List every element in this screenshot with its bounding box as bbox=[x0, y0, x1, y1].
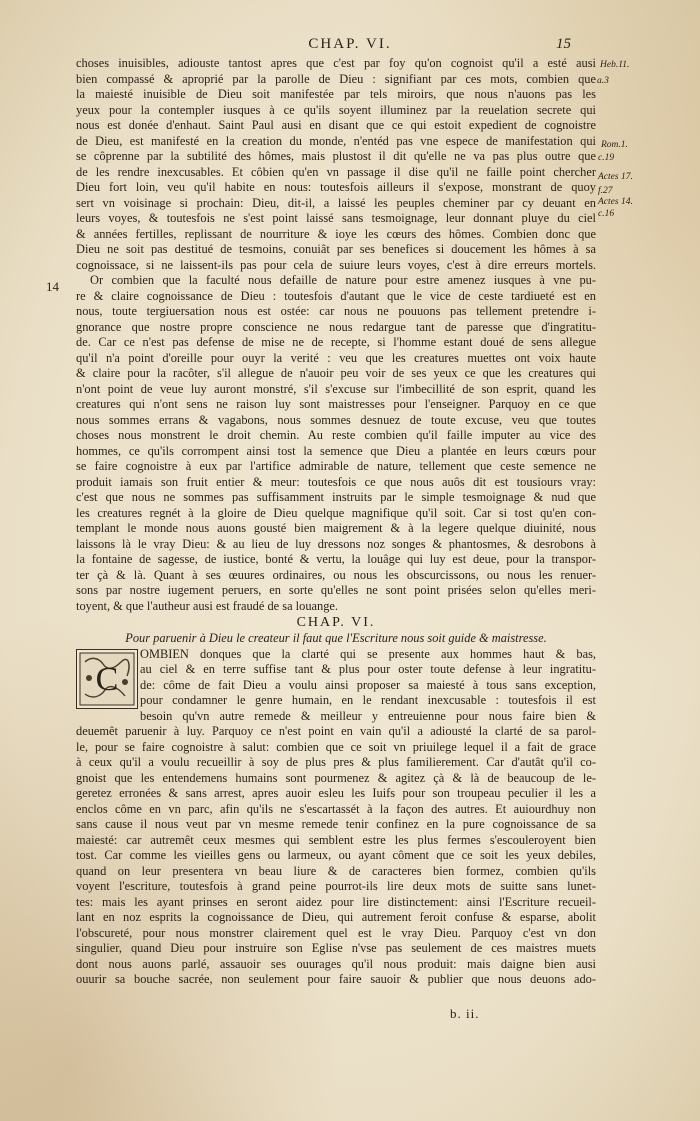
text-line: leurs voyes, & toutesfois ne s'est point laissé sans tesmoignage, leur donnant pluye du ciel bbox=[76, 211, 596, 225]
text-line: de. Car ce n'est pas defense de mise ne de recepte, si l'homme estant doué de sens allegue bbox=[76, 335, 596, 349]
text-line: se côprenne par la subtilité des hômes, mais plustost il dit qu'elle ne va pas plus outre que bbox=[76, 149, 596, 163]
text-line: voyent l'escriture, toutesfois à grand peine pourrot-ils lire deux mots de suitte sans lunet- bbox=[76, 879, 596, 893]
text-line: pour condamner le genre humain, en le rendant inexcusable : toutesfois il est bbox=[140, 693, 596, 707]
text-line: hommes, ce qu'ils corrompent ainsi tost la semence que Dieu a plantée en leurs cœurs pour bbox=[76, 443, 596, 458]
signature-mark: b. ii. bbox=[450, 1006, 480, 1021]
text-line: choses nous monstrent le droit chemin. Au reste combien qu'il faille imputer au vice des bbox=[76, 428, 596, 442]
text-line: les creatures regnét à la gloire de Dieu quelque magnifique qu'il soit. Car si tost qu'en con- bbox=[76, 505, 596, 520]
margin-note: c.16 bbox=[598, 209, 615, 219]
text-line: la fontaine de sagesse, de iustice, bonté & vertu, la louâge qui luy est deue, pour la transpor- bbox=[76, 552, 596, 566]
text-line: maiesté: car autremêt ceux mesmes qui semblent estre les plus fermes s'escouleroyent bien bbox=[76, 832, 596, 847]
text-line: geretez erronées & sans arrest, apres auoir esleu les Iuifs pour son troupeau peculier il les a bbox=[76, 786, 596, 800]
text-line: ouurir sa bouche sacrée, non seulement pour faire sauoir & publier que nous deuons ado- bbox=[76, 972, 596, 986]
text-line: laissons là le vray Dieu: & au lieu de luy dressons noz songes & phantosmes, & desrobons à bbox=[76, 536, 596, 551]
margin-note: c.19 bbox=[598, 153, 615, 163]
text-line: de Dieu, est manifesté en la creation du monde, n'entéd pas vne espece de manifestation qui bbox=[76, 133, 596, 148]
text-line: de: côme de fait Dieu a voulu ainsi proposer sa maiesté à tous sans exception, bbox=[140, 677, 596, 692]
text-line: le, pour se faire cognoistre à salut: combien que ce soit vn priuilege lequel il a fait de grace bbox=[76, 739, 596, 754]
text-line: se faire cognoistre à eux par l'artifice admirable de nature, tellement que ceste semence ne bbox=[76, 459, 596, 473]
text-line: re & claire cognoissance de Dieu : toutesfois d'autant que le vice de ceste tardiueté est en bbox=[76, 288, 596, 303]
text-line: yeux pour la contempler iusques à ce qu'ils soyent illuminez par la reuelation secrete qui bbox=[76, 102, 596, 117]
margin-note: Actes 17. bbox=[598, 172, 633, 182]
text-line: Dieu fort loin, veu qu'il habite en nous: toutesfois ailleurs il s'expose, monstrant de quoy bbox=[76, 180, 596, 194]
margin-note: a.3 bbox=[597, 76, 609, 86]
text-line: gnoist que les entendemens humains sont pourmenez & agitez çà & là de beaucoup de le- bbox=[76, 770, 596, 785]
paragraph-13 bbox=[76, 56, 596, 273]
decorated-initial bbox=[76, 649, 138, 709]
text-line: bien compassé & aproprié par la parolle de Dieu : signifiant par ces mots, combien que bbox=[76, 71, 596, 86]
text-line: tes: mais les ayant prinses en seront aidez pour lire distinctement: ainsi l'Escriture recueil- bbox=[76, 894, 596, 909]
main-text bbox=[76, 56, 596, 988]
text-line: l'obscureté, pour nous monstrer clairement quel est le vray Dieu. Parquoy c'est vn don bbox=[76, 925, 596, 940]
text-line: sons par nostre iugement peruers, en sorte qu'elles ne sont point prisées selon qu'elles meri- bbox=[76, 583, 596, 597]
text-line: nous, toute tergiuersation nous est ostée: car nous ne pouuons pas tellement pretendre i- bbox=[76, 304, 596, 318]
text-line: besoin qu'vn autre remede & meilleur y entreuienne pour nous faire bien & bbox=[140, 708, 596, 723]
text-line: sert vn voisinage si prochain: Dieu, dit-il, a laissé les peuples cheminer par cy deuant en bbox=[76, 195, 596, 210]
margin-note: Rom.1. bbox=[601, 140, 628, 150]
text-line: tost. Car comme les vieilles gens ou larmeux, ou ayant côment que ce soit les yeux debiles, bbox=[76, 848, 596, 862]
text-line: la maiesté inuisible de Dieu soit manifestée par tels miroirs, que nous n'auons pas les bbox=[76, 87, 596, 101]
text-line: sans cause il nous veut par vn mesme remede tenir confinez en la pure cognoissance de sa bbox=[76, 817, 596, 831]
text-line: quand on leur presentera vn beau liure & de caracteres bien formez, combien qu'ils bbox=[76, 863, 596, 878]
text-line: dont nous auons parlé, assauoir ses ouurages qu'il nous produit: mais daigne bien ausi bbox=[76, 956, 596, 971]
chapter-6-body bbox=[76, 647, 596, 988]
text-line: nous est donée d'enhaut. Saint Paul ausi en disant que ce qui estoit expedient de cognoistre bbox=[76, 118, 596, 132]
drop-cap-letter: C bbox=[95, 660, 119, 698]
text-line: creatures qui n'ont sens ne raison luy sont maistresses pour l'enseigner. Parquoy en ce que bbox=[76, 397, 596, 411]
paragraph-number: 14 bbox=[46, 279, 59, 294]
text-line: n'ont point de veue luy auront monstré, s'il s'excuse sur l'imbecillité de son esprit, quand les bbox=[76, 381, 596, 396]
page-number: 15 bbox=[556, 36, 571, 52]
text-line: lant en noz esprits la cognoissance de Dieu, qui autrement feroit confuse & esparse, abolit bbox=[76, 910, 596, 924]
text-line: Dieu ne soit pas destitué de tesmoins, conuiât par ses benefices si doucement les hômes à sa bbox=[76, 242, 596, 256]
text-line: OMBIEN donques que la clarté qui se presente aux hommes haut & bas, bbox=[140, 646, 596, 661]
text-line: produit iamais son fruit entier & meur: toutesfois ce que nous auôs dit est tousiours vray: bbox=[76, 474, 596, 489]
chapter-heading: CHAP. VI. bbox=[296, 615, 376, 630]
text-line: & années fertilles, replissant de nourriture & ioye les cœurs des hômes. Combien donc que bbox=[76, 226, 596, 241]
text-line: & claire pour la racôter, s'il allegue de n'auoir peu voir de ses yeux ce que les creatures qui bbox=[76, 366, 596, 380]
margin-note: f.27 bbox=[598, 186, 613, 196]
text-line: Or combien que la faculté nous defaille de nature pour estre amenez iusques à vne pu- bbox=[90, 273, 596, 287]
text-line: de les rendre inexcusables. Et côbien qu'en vn passage il dise qu'il ne faille point chercher bbox=[76, 164, 596, 179]
text-line: choses inuisibles, adiouste tantost apres que c'est par foy qu'on cognoist qu'il a esté ausi bbox=[76, 56, 596, 70]
paragraph-14 bbox=[76, 273, 596, 614]
text-line: nous sommes errans & vagabons, nous sommes desnuez de toute excuse, veu que toutes bbox=[76, 412, 596, 427]
text-line: templant le monde nous auons gousté bien maigrement & à la legere quelque diuinité, nous bbox=[76, 521, 596, 535]
text-line: deuemêt paruenir à luy. Parquoy ce n'est point en vain qu'il a adiousté la clarté de sa parol- bbox=[76, 724, 596, 738]
running-header: CHAP. VI. bbox=[308, 36, 392, 52]
text-line: qu'il n'a point d'oreille pour ouyr la verité : veu que les creatures muettes ont voix haute bbox=[76, 350, 596, 365]
text-line: gnorance que nostre propre conscience ne nous redargue tant de paresse que d'ingratitu- bbox=[76, 319, 596, 334]
text-line: ter çà & là. Quant à ses œuures ordinaires, ou nous les obscurcissons, ou nous les renuer- bbox=[76, 567, 596, 582]
margin-note: Heb.11. bbox=[600, 60, 630, 70]
text-line: singulier, quand Dieu pour instruire son Eglise n'vse pas seulement de ces maistres muets bbox=[76, 941, 596, 955]
drop-cap-ornament-icon bbox=[77, 650, 137, 708]
text-line: à ceux qu'il a voulu recueillir à soy de plus pres & plus familierement. Car d'autât qu'il co- bbox=[76, 755, 596, 769]
text-line: au ciel & en terre suffise tant & plus pour oster toute defense à leur ingratitu- bbox=[140, 662, 596, 676]
text-line: toyent, & que l'autheur ausi est fraudé de sa louange. bbox=[76, 598, 339, 613]
text-line: c'est que nous ne sommes pas suffisamment instruits par le simple tesmoignage & nud que bbox=[76, 490, 596, 504]
chapter-subtitle: Pour paruenir à Dieu le createur il faut que l'Escriture nous soit guide & maistresse. bbox=[125, 631, 547, 645]
margin-note: Actes 14. bbox=[598, 197, 633, 207]
text-line: enclos côme en vn parc, afin qu'ils ne s'escartassét à la façon des autres. Et auiourdhuy non bbox=[76, 801, 596, 816]
text-line: cognoissace, si ne laissent-ils pas pour cela de suiure leurs voyes, c'est à dire erreurs mortels. bbox=[76, 257, 596, 272]
